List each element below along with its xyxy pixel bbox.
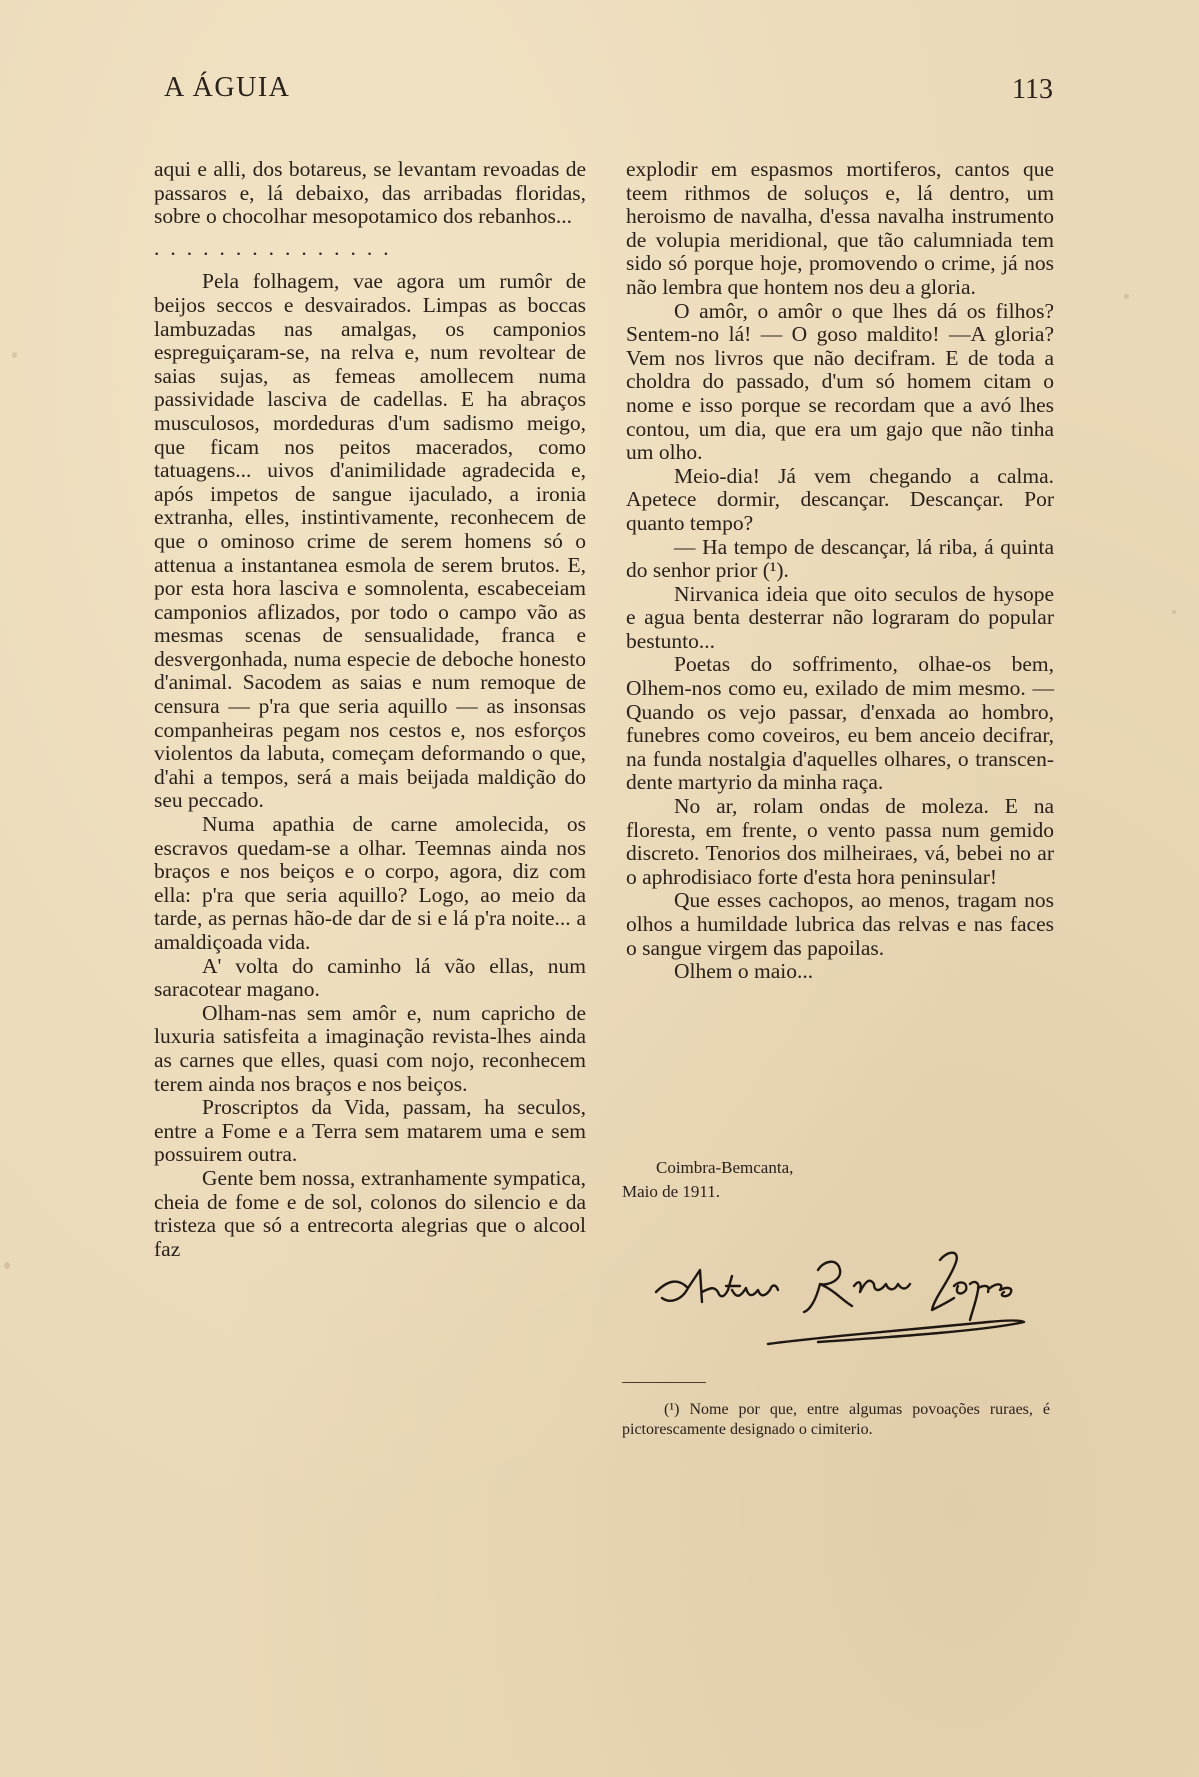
- right-column: [626, 158, 1054, 984]
- paragraph: Pela folhagem, vae agora um rumôr de beijos seccos e desvairados. Limpas as boccas lambuzadas nas amalgas, os camponios espreguiçaram-se, na relva e, num revoltear de saias sujas, as femeas amollecem numa passividade lasciva de cadellas. E ha abraços musculosos, mordeduras d'um sadismo meigo, que ficam nos peitos macerados, como tatuagens... uivos d'animilidade agradecida e, após impetos de sangue ijaculado, a ironia extranha, elles, instintivamente, reconhecem de que o ominoso crime de serem homens só o attenua a instantanea esmola de serem brutos. E, por esta hora lasciva e somnolenta, escabeceiam camponios aflizados, por todo o campo vão as mesmas scenas de sensualidade, franca e desvergonhada, numa especie de deboche honesto d'animal. Sacodem as saias e num remoque de censura — p'ra que seria aquillo — as insonsas companheiras pegam nos cestos e, nos esforços violentos da labuta, começam deformando o que, d'ahi a tempos, será a mais beijada maldição do seu peccado.: [154, 269, 586, 813]
- paragraph: — Ha tempo de descançar, lá riba, á quinta do senhor prior (¹).: [626, 534, 1054, 583]
- paragraph: No ar, rolam ondas de moleza. E na floresta, em frente, o vento passa num gemido discreto. Tenorios dos milheiraes, vá, bebei no ar o aphrodisiaco forte d'esta hora peninsular!: [626, 794, 1054, 889]
- paragraph: Olhem o maio...: [674, 959, 814, 984]
- page-header: [164, 72, 1053, 112]
- paragraph: Proscriptos da Vida, passam, ha seculos, entre a Fome e a Terra sem matarem uma e sem possuirem outra.: [154, 1095, 586, 1167]
- paragraph: Poetas do soffrimento, olhae-os bem, Olhem-nos como eu, exilado de mim mesmo. — Quando os vejo passar, d'enxada ao hombro, funebres como coveiros, eu bem anceio decifrar, na funda nostalgia d'aquelles olhares, o transcendente martyrio da minha raça.: [626, 652, 1054, 795]
- footnote-rule: [622, 1382, 706, 1383]
- paragraph: Gente bem nossa, extranhamente sympatica, cheia de fome e de sol, colonos do silencio e da tristeza que só a entrecorta alegrias que o alcool faz: [154, 1165, 586, 1261]
- left-column: [154, 158, 586, 1261]
- paragraph: A' volta do caminho lá vão ellas, num saracotear magano.: [154, 953, 586, 1002]
- paragraph: Nirvanica ideia que oito seculos de hysope e agua benta desterrar não lograram do popular bestunto...: [626, 581, 1054, 653]
- page-number: 113: [1012, 74, 1053, 105]
- signoff-place: Coimbra-Bemcanta,: [656, 1158, 794, 1177]
- running-title: A ÁGUIA: [164, 72, 291, 103]
- paragraph: explodir em espasmos mortiferos, cantos que teem rithmos de soluços e, lá dentro, um heroismo de navalha, d'essa navalha instrumento de volupia meridional, que tão calumniada tem sido só porque hoje, promovendo o crime, já nos não lembra que hontem nos deu a gloria.: [626, 157, 1054, 299]
- paragraph: Numa apathia de carne amolecida, os escravos quedam-se a olhar. Teemnas ainda nos braços e nos beiços e o corpo, agora, diz com ella: p'ra que seria aquillo? Logo, ao meio da tarde, as pernas hão-de dar de si e lá p'ra noite... a amaldiçoada vida.: [154, 812, 586, 954]
- paragraph: O amôr, o amôr o que lhes dá os filhos? Sentem-no lá! — O goso maldito! —A gloria? Vem nos livros que não decifram. E de toda a choldra do passado, d'um só homem citam o nome e isso porque se recordam que a avó lhes contou, um dia, que era um gajo que não tinha um olho.: [626, 298, 1054, 465]
- paper-spot: [1124, 294, 1129, 299]
- paper-spot: [4, 1262, 10, 1269]
- paragraph: Meio-dia! Já vem chegando a calma. Apetece dormir, descançar. Descançar. Por quanto tempo?: [626, 463, 1054, 535]
- footnote: (¹) Nome por que, entre algumas povoações ruraes, é pictorescamente designado o cimiterio.: [622, 1401, 1050, 1438]
- signoff: [622, 1156, 793, 1204]
- paragraph: Olham-nas sem amôr e, num capricho de luxuria satisfeita a imaginação revista-lhes ainda as carnes que elles, quasi com nojo, reconhecem terem ainda nos braços e nos beiços.: [154, 1000, 586, 1096]
- signoff-date: Maio de 1911.: [622, 1182, 721, 1201]
- paragraph: aqui e alli, dos botareus, se levantam revoadas de passaros e, lá debaixo, das arribadas floridas, sobre o chocolhar mesopotamico dos rebanhos...: [154, 157, 586, 229]
- paper-spot: [12, 352, 17, 358]
- handwritten-signature-icon: [648, 1240, 1058, 1355]
- paper-spot: [1172, 610, 1176, 614]
- section-separator: ...............: [154, 236, 400, 260]
- paragraph: Que esses cachopos, ao menos, tragam nos olhos a humildade lubrica das relvas e nas faces o sangue virgem das papoilas.: [626, 888, 1054, 960]
